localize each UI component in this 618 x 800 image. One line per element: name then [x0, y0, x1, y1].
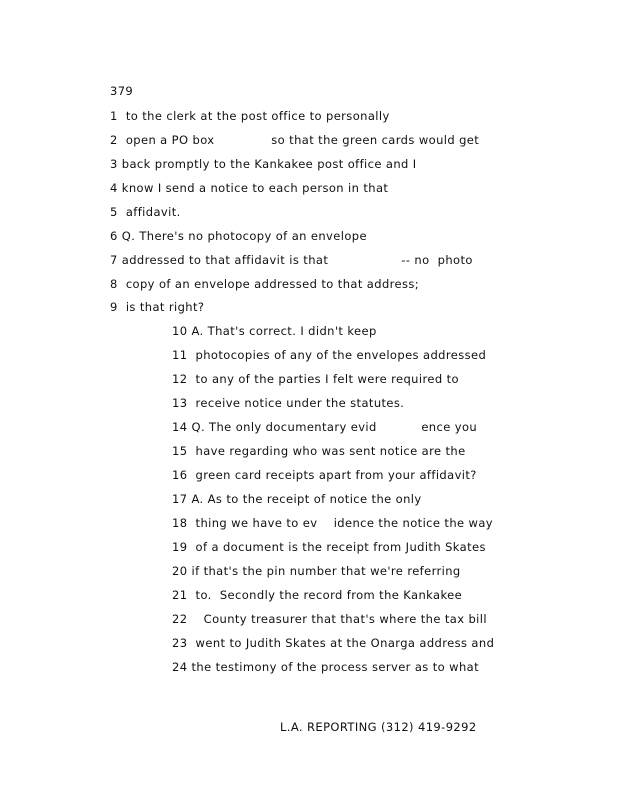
transcript-line-14: 14 Q. The only documentary evid ence you: [172, 420, 478, 434]
page-number: 379: [110, 84, 134, 98]
transcript-line-4: 4 know I send a notice to each person in that: [110, 181, 389, 195]
transcript-line-10: 10 A. That's correct. I didn't keep: [172, 324, 377, 338]
transcript-line-22: 22 County treasurer that that's where the tax bill: [172, 612, 487, 626]
transcript-line-17: 17 A. As to the receipt of notice the only: [172, 492, 422, 506]
transcript-line-12: 12 to any of the parties I felt were required to: [172, 372, 459, 386]
transcript-line-15: 15 have regarding who was sent notice are the: [172, 444, 466, 458]
transcript-line-6: 6 Q. There's no photocopy of an envelope: [110, 229, 367, 243]
transcript-line-24: 24 the testimony of the process server as to what: [172, 660, 480, 674]
transcript-line-16: 16 green card receipts apart from your affidavit?: [172, 468, 477, 482]
transcript-line-3: 3 back promptly to the Kankakee post office and I: [110, 157, 417, 171]
transcript-line-1: 1 to the clerk at the post office to personally: [110, 109, 390, 123]
transcript-line-2: 2 open a PO box so that the green cards would get: [110, 133, 480, 147]
transcript-line-11: 11 photocopies of any of the envelopes addressed: [172, 348, 487, 362]
transcript-line-7: 7 addressed to that affidavit is that -- no photo: [110, 253, 473, 267]
transcript-line-19: 19 of a document is the receipt from Judith Skates: [172, 540, 486, 554]
transcript-line-18: 18 thing we have to ev idence the notice the way: [172, 516, 494, 530]
transcript-line-5: 5 affidavit.: [110, 205, 181, 219]
transcript-line-21: 21 to. Secondly the record from the Kankakee: [172, 588, 463, 602]
transcript-line-23: 23 went to Judith Skates at the Onarga address and: [172, 636, 495, 650]
transcript-line-9: 9 is that right?: [110, 300, 205, 314]
transcript-line-8: 8 copy of an envelope addressed to that address;: [110, 277, 420, 291]
transcript-line-13: 13 receive notice under the statutes.: [172, 396, 405, 410]
transcript-line-20: 20 if that's the pin number that we're referring: [172, 564, 461, 578]
reporting-footer: L.A. REPORTING (312) 419-9292: [280, 720, 477, 734]
